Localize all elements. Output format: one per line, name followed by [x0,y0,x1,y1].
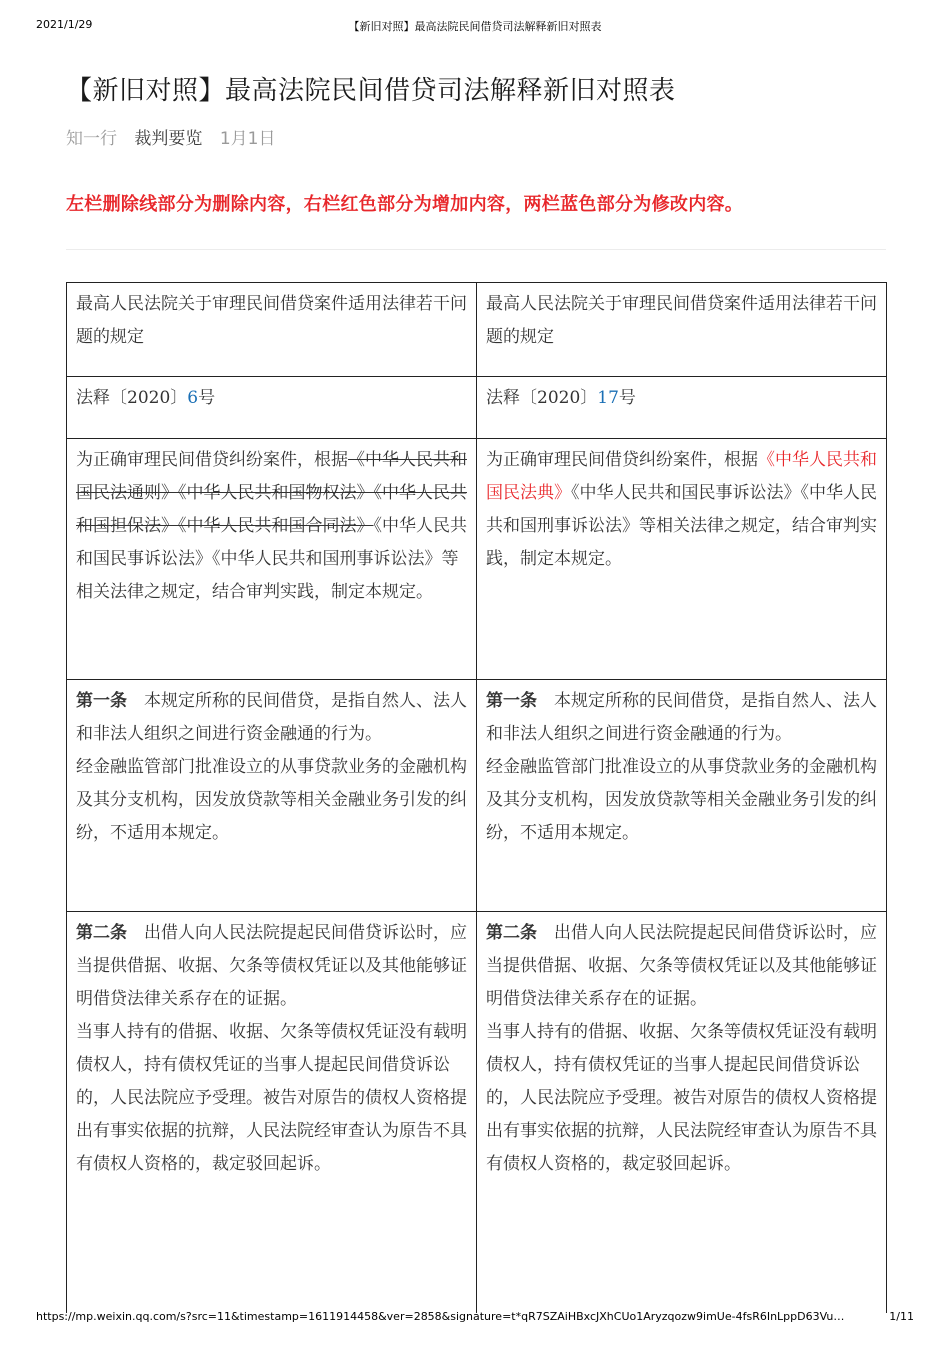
new-preamble: 为正确审理民间借贷纠纷案件，根据《中华人民共和国民法典》《中华人民共和国民事诉讼法》《中华人民共和国刑事诉讼法》等相关法律之规定，结合审判实践，制定本规定。 [477,439,887,680]
publish-date: 1月1日 [219,129,276,149]
divider [66,249,886,250]
author-name: 知一行 [66,129,117,149]
table-row [67,283,887,377]
article-label: 第二条 [76,923,127,943]
page-title: 【新旧对照】最高法院民间借贷司法解释新旧对照表 [66,76,676,106]
modified-number: 17 [597,388,619,408]
table-row [67,439,887,680]
article-label: 第二条 [486,923,537,943]
comparison-table [66,282,887,1313]
modified-number: 6 [187,388,199,408]
old-doc-number: 法释〔2020〕6号 [67,377,477,439]
article-label: 第一条 [76,691,127,711]
table-row [67,912,887,1314]
new-law-title: 最高人民法院关于审理民间借贷案件适用法律若干问题的规定 [477,283,887,377]
print-date: 2021/1/29 [36,18,93,31]
article-meta [66,124,275,149]
table-row [67,680,887,912]
print-doc-title: 【新旧对照】最高法院民间借贷司法解释新旧对照表 [348,20,602,33]
article-label: 第一条 [486,691,537,711]
account-link[interactable]: 裁判要览 [134,129,203,149]
source-url[interactable]: https://mp.weixin.qq.com/s?src=11&timestamp=1611914458&ver=2858&signature=t*qR7SZAiHBxcJXhCUo1Aryzqozw9imUe-4fsR6InLppD63Vu… [36,1310,845,1323]
old-article-1: 第一条 本规定所称的民间借贷，是指自然人、法人和非法人组织之间进行资金融通的行为。 经金融监管部门批准设立的从事贷款业务的金融机构及其分支机构，因发放贷款等相关金融业务引发的纠纷，不适用本规定。 [67,680,477,912]
added-text: 《中华人民共和国民法典》 [486,450,877,503]
new-doc-number: 法释〔2020〕17号 [477,377,887,439]
page-number: 1/11 [889,1310,914,1323]
old-preamble: 为正确审理民间借贷纠纷案件，根据《中华人民共和国民法通则》《中华人民共和国物权法》《中华人民共和国担保法》《中华人民共和国合同法》《中华人民共和国民事诉讼法》《中华人民共和国刑事诉讼法》等相关法律之规定，结合审判实践，制定本规定。 [67,439,477,680]
table-row [67,377,887,439]
legend-notice: 左栏删除线部分为删除内容，右栏红色部分为增加内容，两栏蓝色部分为修改内容。 [66,194,744,215]
old-law-title: 最高人民法院关于审理民间借贷案件适用法律若干问题的规定 [67,283,477,377]
old-article-2: 第二条 出借人向人民法院提起民间借贷诉讼时，应当提供借据、收据、欠条等债权凭证以及其他能够证明借贷法律关系存在的证据。 当事人持有的借据、收据、欠条等债权凭证没有载明债权人，持有债权凭证的当事人提起民间借贷诉讼的，人民法院应予受理。被告对原告的债权人资格提出有事实依据的抗辩，人民法院经审查认为原告不具有债权人资格的，裁定驳回起诉。 [67,912,477,1314]
deleted-text: 《中华人民共和国民法通则》《中华人民共和国物权法》《中华人民共和国担保法》《中华人民共和国合同法》 [76,450,467,536]
print-header [36,18,914,34]
new-article-1: 第一条 本规定所称的民间借贷，是指自然人、法人和非法人组织之间进行资金融通的行为。 经金融监管部门批准设立的从事贷款业务的金融机构及其分支机构，因发放贷款等相关金融业务引发的纠纷，不适用本规定。 [477,680,887,912]
new-article-2: 第二条 出借人向人民法院提起民间借贷诉讼时，应当提供借据、收据、欠条等债权凭证以及其他能够证明借贷法律关系存在的证据。 当事人持有的借据、收据、欠条等债权凭证没有载明债权人，持有债权凭证的当事人提起民间借贷诉讼的，人民法院应予受理。被告对原告的债权人资格提出有事实依据的抗辩，人民法院经审查认为原告不具有债权人资格的，裁定驳回起诉。 [477,912,887,1314]
